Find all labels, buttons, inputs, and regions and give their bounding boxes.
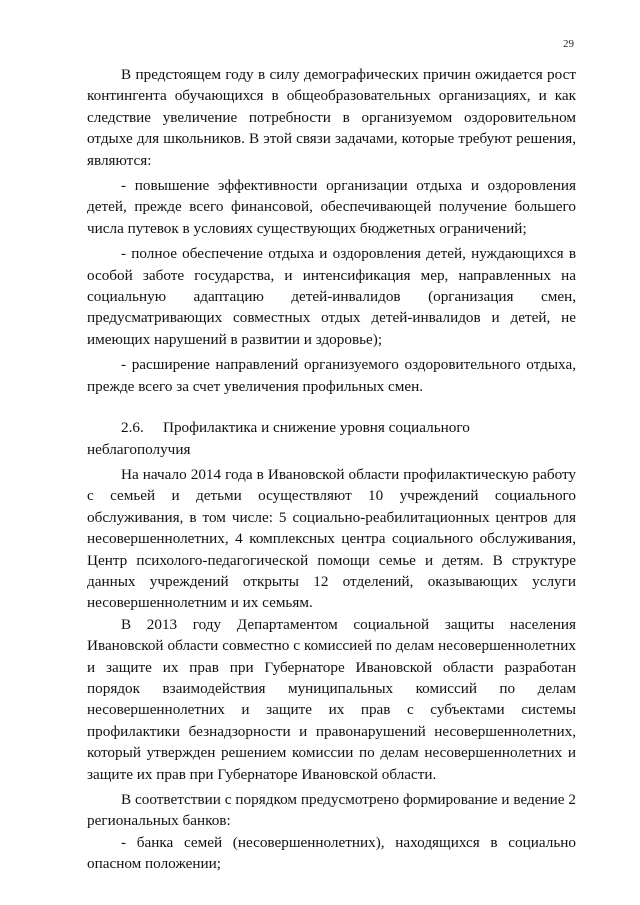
paragraph-2013-procedure: В 2013 году Департаментом социальной защиты населения Ивановской области совместно с комиссией по делам несовершеннолетних и защите их прав при Губернаторе Ивановской области разработан порядок взаимодействия муниципальных комиссий по делам несовершеннолетних и защите их прав с субъектами системы профилактики безнадзорности и правонарушений несовершеннолетних, который утвержден решением комиссии по делам несовершеннолетних и защите их прав при Губернаторе Ивановской области. xyxy=(87,615,576,783)
list-item-family-bank: - банка семей (несовершеннолетних), находящихся в социально опасном положении; xyxy=(87,833,576,873)
paragraph-regional-banks: В соответствии с порядком предусмотрено формирование и ведение 2 региональных банков: xyxy=(87,791,576,830)
section-title-line1: Профилактика и снижение уровня социального xyxy=(163,419,470,437)
list-item-efficiency: - повышение эффективности организации отдыха и оздоровления детей, прежде всего финансовой, обеспечивающей получение большего числа путевок в условиях существующих бюджетных ограничений; xyxy=(87,177,576,237)
page-number: 29 xyxy=(563,38,574,50)
document-body xyxy=(87,64,576,875)
section-title-line2: неблагополучия xyxy=(87,440,191,458)
paragraph-intro: В предстоящем году в силу демографических причин ожидается рост контингента обучающихся в общеобразовательных организациях, и как следствие увеличение потребности в организуемом оздоровительном отдыхе для школьников. В этой связи задачами, которые требуют решения, являются: xyxy=(87,66,576,169)
section-heading xyxy=(87,417,481,460)
section-number: 2.6. xyxy=(121,419,144,437)
paragraph-institutions: На начало 2014 года в Ивановской области профилактическую работу с семьей и детьми осуществляют 10 учреждений социального обслуживания, в том числе: 5 социально-реабилитационных центров для несовершеннолетних, 4 комплексных центра социального обслуживания, Центр психолого-педагогической помощи семье и детям. В структуре данных учреждений открыты 12 отделений, оказывающих услуги несовершеннолетним и их семьям. xyxy=(87,465,576,612)
list-item-expansion: - расширение направлений организуемого оздоровительного отдыха, прежде всего за счет увеличения профильных смен. xyxy=(87,356,576,395)
list-item-full-provision: - полное обеспечение отдыха и оздоровления детей, нуждающихся в особой заботе государства, и интенсификация мер, направленных на социальную адаптацию детей-инвалидов (организация смен, предусматривающих совместных отдых детей-инвалидов и детей, не имеющих нарушений в развитии и здоровье); xyxy=(87,245,576,348)
